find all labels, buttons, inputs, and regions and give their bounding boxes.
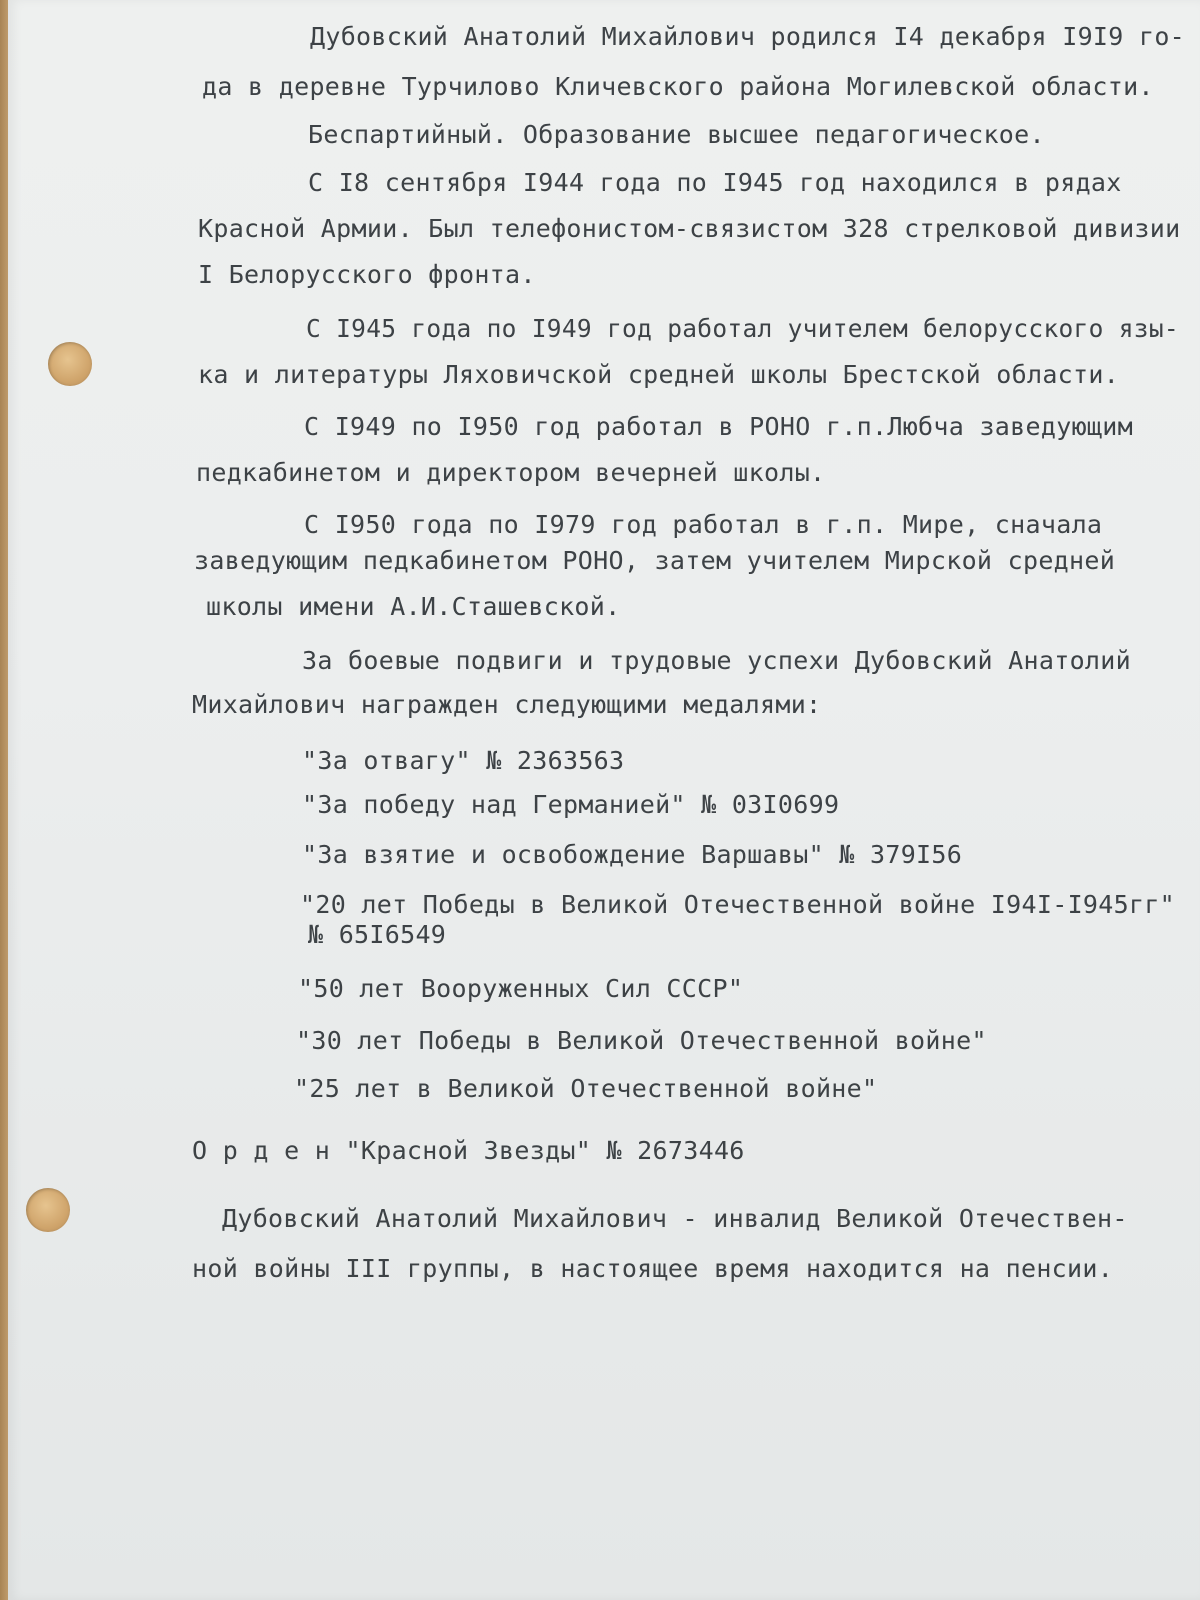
text-line: За боевые подвиги и трудовые успехи Дубовский Анатолий [302,646,1131,675]
medal-entry: "За отвагу" № 2363563 [302,746,625,775]
medal-number: № 65I6549 [308,920,447,949]
text-line: С I950 года по I979 год работал в г.п. Мире, сначала [304,510,1103,539]
medal-entry: "За победу над Германией" № 03I0699 [302,790,840,819]
text-line: заведующим педкабинетом РОНО, затем учителем Мирской средней [194,546,1116,575]
text-line: С I8 сентября I944 года по I945 год находился в рядах [308,168,1122,197]
punch-hole-bottom [26,1188,70,1232]
text-line: ной войны III группы, в настоящее время находится на пенсии. [192,1254,1114,1283]
text-line: Михайлович награжден следующими медалями: [192,690,822,719]
text-line: Красной Армии. Был телефонистом-связистом 328 стрелковой дивизии [198,214,1181,243]
text-line: С I949 по I950 год работал в РОНО г.п.Любча заведующим [304,412,1133,441]
text-line: педкабинетом и директором вечерней школы. [196,458,826,487]
text-line: Беспартийный. Образование высшее педагогическое. [308,120,1045,149]
medal-entry: "20 лет Победы в Великой Отечественной войне I94I-I945гг" [300,890,1176,919]
text-line: Дубовский Анатолий Михайлович родился I4 декабря I9I9 го- [310,22,1186,51]
text-line: да в деревне Турчилово Кличевского района Могилевской области. [202,72,1154,101]
text-line: I Белорусского фронта. [198,260,536,289]
text-line: школы имени А.И.Сташевской. [206,592,621,621]
medal-entry: "30 лет Победы в Великой Отечественной войне" [296,1026,987,1055]
punch-hole-top [48,342,92,386]
medal-entry: "25 лет в Великой Отечественной войне" [294,1074,878,1103]
order-entry: О р д е н "Красной Звезды" № 2673446 [192,1136,745,1165]
medal-entry: "За взятие и освобождение Варшавы" № 379I56 [302,840,963,869]
text-line: Дубовский Анатолий Михайлович - инвалид Великой Отечествен- [222,1204,1128,1233]
text-line: С I945 года по I949 год работал учителем белорусского язы- [306,314,1179,343]
text-line: ка и литературы Ляховичской средней школы Брестской области. [198,360,1120,389]
typewritten-page [8,0,1200,1600]
medal-entry: "50 лет Вооруженных Сил СССР" [298,974,744,1003]
